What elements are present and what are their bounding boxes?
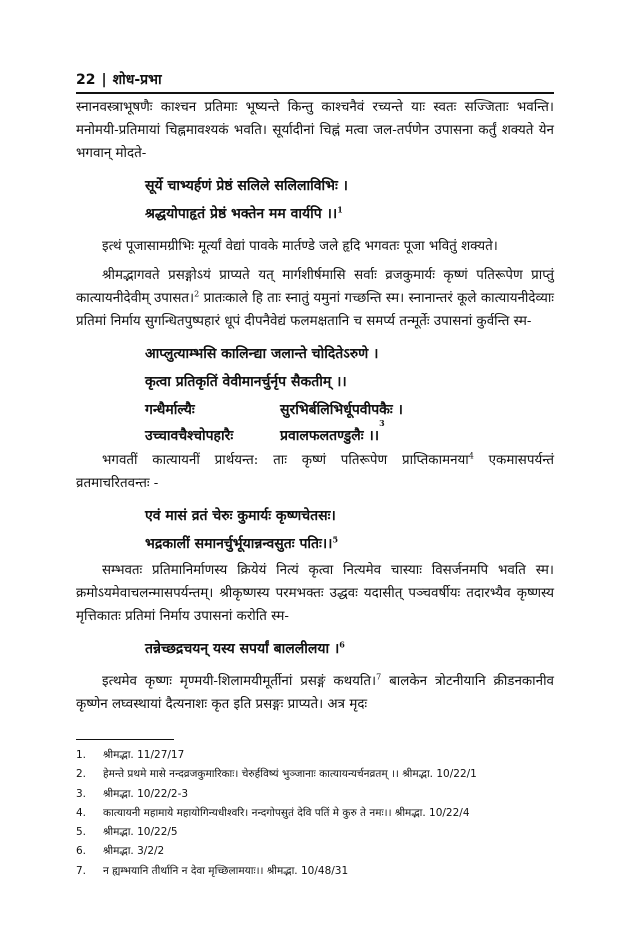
verse-2-line-3: गन्धैर्माल्यैः सुरभिर्बलिभिर्धूपवीपकैः । [145, 402, 403, 418]
footnote-ref: 4 [468, 451, 474, 461]
footnote: 1. श्रीमद्भा. 11/27/17 [76, 749, 185, 761]
verse-1-line-2: श्रद्धयोपाहृतं प्रेष्ठं भक्तेन मम वार्यपि ।।$^1$ [145, 204, 343, 222]
footnotes [76, 746, 554, 881]
footnote-ref: 7 [376, 672, 382, 682]
footnote-ref: 2 [194, 289, 200, 299]
paragraph-6: इत्थमेव कृष्णः मृण्मयी-शिलामयीमूर्तीनां प्रसङ्गं कथयति।$^7$ बालकेन त्रोटनीयानि क्रीडनकानीव कृष्णेन लघ्वस्थायां दैत्यनाशः कृत इति प्रसङ्गः प्राप्यते। अत्र मृदः [76, 672, 554, 712]
header-separator: | [101, 72, 107, 88]
footnote: 2. हेमन्ते प्रथमे मासे नन्दव्रजकुमारिकाः। चेरुर्हविष्यं भुञ्जानाः कात्यायन्यर्चनव्रतम् ।। श्रीमद्भा. 10/22/1 [76, 768, 477, 781]
footnote-ref: 3 [379, 418, 385, 428]
main-text [76, 96, 554, 716]
page-header [76, 70, 554, 94]
verse-2-line-2: कृत्वा प्रतिकृतिं वेवीमानर्चुर्नृप सैकतीम् ।। [145, 374, 347, 390]
footnote: 7. न ह्यम्भयानि तीर्थानि न देवा मृच्छिलामयाः।। श्रीमद्भा. 10/48/31 [76, 864, 349, 877]
paragraph-3: श्रीमद्भागवते प्रसङ्गोऽयं प्राप्यते यत् मार्गशीर्षमासि सर्वाः व्रजकुमार्यः कृष्णं पतिरूपेण प्राप्तुं कात्यायनीदेवीम् उपासत।$^2$ प्रातःकाले हि ताः स्नातुं यमुनां गच्छन्ति स्म। स्नानान्तरं कूले कात्यायनीदेव्याः प्रतिमां निर्माय सुगन्धितपुष्पहारं धूपं दीपनैवेद्यं फलमक्षतानि च समर्प्य तन्मूर्तेः उपासनां कुर्वन्ति स्म- [76, 268, 554, 329]
footnote: 5. श्रीमद्भा. 10/22/5 [76, 826, 178, 839]
footnote: 4. कात्यायनी महामाये महायोगिन्यधीश्वरि। नन्दगोपसुतं देवि पतिं मे कुरु ते नमः।। श्रीमद्भा. 10/22/4 [76, 806, 470, 819]
paragraph-1: स्नानवस्त्राभूषणैः काश्चन प्रतिमाः भूष्यन्ते किन्तु काश्चनैवं रच्यन्ते याः स्वतः सज्जिताः भवन्ति। मनोमयी-प्रतिमायां चिह्नमावश्यकं भवति। सूर्यादीनां चिह्नं मत्वा जल-तर्पणेन उपासना कर्तुं शक्यते येन भगवान् मोदते- [76, 100, 554, 161]
footnote-ref: 6 [339, 639, 345, 650]
journal-title: शोध-प्रभा [112, 72, 162, 88]
paragraph-4: भगवतीं कात्यायनीं प्रार्थयन्त: ताः कृष्णं पतिरूपेण प्राप्तिकामनया$^4$ एकमासपर्यन्तं व्रतमाचरितवन्तः - [76, 451, 554, 491]
verse-3-line-1: एवं मासं व्रतं चेरुः कुमार्यः कृष्णचेतसः। [145, 508, 336, 524]
page-number: 22 [76, 72, 96, 88]
verse-2-line-1: आप्लुत्याम्भसि कालिन्द्या जलान्ते चोदितेऽरुणे । [145, 346, 379, 362]
footnote-ref: 5 [332, 534, 339, 545]
verse-2-line-4: उच्चावचैश्चोपहारैः प्रवालफलतण्डुलैः ।। 3 [76, 423, 554, 449]
footnote: 3. श्रीमद्भा. 10/22/2-3 [76, 787, 189, 800]
verse-1-line-1: सूर्ये चाभ्यर्हणं प्रेष्ठं सलिले सलिलाविभिः । [145, 178, 348, 194]
paragraph-2: इत्थं पूजासामग्रीभिः मूर्त्यां वेद्यां पावके मार्तण्डे जले हृदि भगवतः पूजा भवितुं शक्यते। [102, 239, 498, 254]
footnote-divider [76, 739, 174, 740]
verse-3-line-2: भद्रकालीं समानर्चुर्भूयान्नन्वसुतः पतिः।।$^5$ [145, 534, 339, 552]
paragraph-5: सम्भवतः प्रतिमानिर्माणस्य क्रियेयं नित्यं कृत्वा नित्यमेव चास्याः विसर्जनमपि भवति स्म। क्रमोऽयमेवाचलन्मासपर्यन्तम्। श्रीकृष्णस्य परमभक्तः उद्धवः यदासीत् पञ्चवर्षीयः तदारभ्यैव कृष्णस्य मृत्तिकातः प्रतिमां निर्माय उपासनां करोति स्म- [76, 563, 554, 624]
footnote-ref: 1 [337, 204, 343, 215]
verse-4-line-1: तन्नेच्छद्रचयन् यस्य सपर्यां बाललीलया ।$^6$ [145, 639, 345, 657]
footnote: 6. श्रीमद्भा. 3/2/2 [76, 845, 165, 858]
